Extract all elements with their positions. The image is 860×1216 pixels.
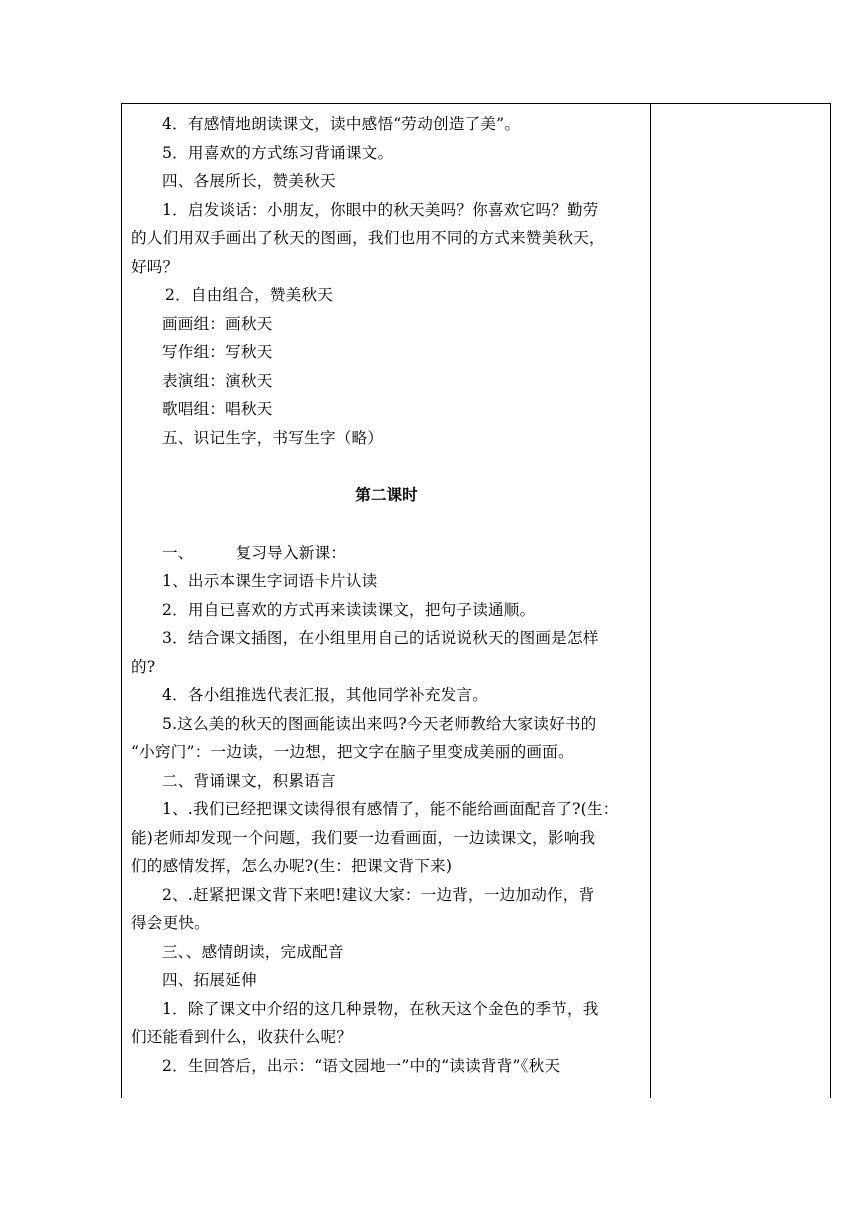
lesson-plan-table bbox=[121, 103, 831, 1098]
text-line: 能)老师却发现一个问题，我们要一边看画面，一边读课文，影响我 bbox=[131, 828, 596, 847]
lesson-content-cell bbox=[122, 104, 650, 1098]
text-line: 3．结合课文插图，在小组里用自己的话说说秋天的图画是怎样 bbox=[162, 629, 599, 647]
section-heading: 二、背诵课文，积累语言 bbox=[162, 771, 336, 790]
text-line: 1．除了课文中介绍的这几种景物，在秋天这个金色的季节，我 bbox=[162, 999, 599, 1018]
text-line: 得会更快。 bbox=[131, 914, 210, 932]
text-line: 们的感情发挥，怎么办呢?(生：把课文背下来) bbox=[131, 857, 453, 875]
section-heading: 四、拓展延伸 bbox=[162, 971, 257, 989]
text-line: 们还能看到什么，收获什么呢？ bbox=[131, 1028, 353, 1046]
section-heading: 三、、感情朗读，完成配音 bbox=[162, 942, 344, 961]
text-line: 1、出示本课生字词语卡片认读 bbox=[162, 572, 378, 590]
text-line: 4．有感情地朗读课文，读中感悟“劳动创造了美”。 bbox=[162, 115, 521, 133]
text-line: 5.这么美的秋天的图画能读出来吗?今天老师教给大家读好书的 bbox=[162, 714, 597, 733]
text-line: 5．用喜欢的方式练习背诵课文。 bbox=[162, 143, 394, 162]
lesson-title: 第二课时 bbox=[355, 485, 418, 504]
text-line: “小窍门”：一边读，一边想，把文字在脑子里变成美丽的画面。 bbox=[131, 743, 574, 761]
text-line: 1、.我们已经把课文读得很有感情了，能不能给画面配音了?(生： bbox=[162, 800, 619, 818]
text-line: 2、.赶紧把课文背下来吧!建议大家：一边背，一边加动作，背 bbox=[162, 885, 595, 904]
text-line: 好吗？ bbox=[131, 257, 179, 276]
section-number: 一、 bbox=[162, 543, 194, 562]
text-line: 4．各小组推选代表汇报，其他同学补充发言。 bbox=[162, 686, 488, 704]
group-item: 表演组：演秋天 bbox=[162, 371, 273, 390]
text-line: 1．启发谈话：小朋友，你眼中的秋天美吗？你喜欢它吗？勤劳 bbox=[162, 200, 599, 219]
text-line: 2．生回答后，出示：“语文园地一”中的“读读背背”《秋天 bbox=[162, 1056, 561, 1075]
section-heading bbox=[131, 539, 642, 568]
group-item: 歌唱组：唱秋天 bbox=[162, 400, 273, 418]
group-item: 画画组：画秋天 bbox=[162, 314, 273, 333]
text-line: 2．用自已喜欢的方式再来读读课文，把句子读通顺。 bbox=[162, 600, 536, 619]
section-heading: 四、各展所长，赞美秋天 bbox=[162, 172, 336, 190]
section-heading: 五、识记生字，书写生字（略） bbox=[162, 428, 384, 447]
column-divider bbox=[650, 104, 651, 1098]
text-line: 的人们用双手画出了秋天的图画，我们也用不同的方式来赞美秋天， bbox=[131, 229, 605, 247]
text-line: 的? bbox=[131, 657, 156, 676]
section-text: 复习导入新课： bbox=[235, 543, 347, 562]
text-line: 2．自由组合，赞美秋天 bbox=[165, 286, 334, 304]
group-item: 写作组：写秋天 bbox=[162, 343, 273, 361]
